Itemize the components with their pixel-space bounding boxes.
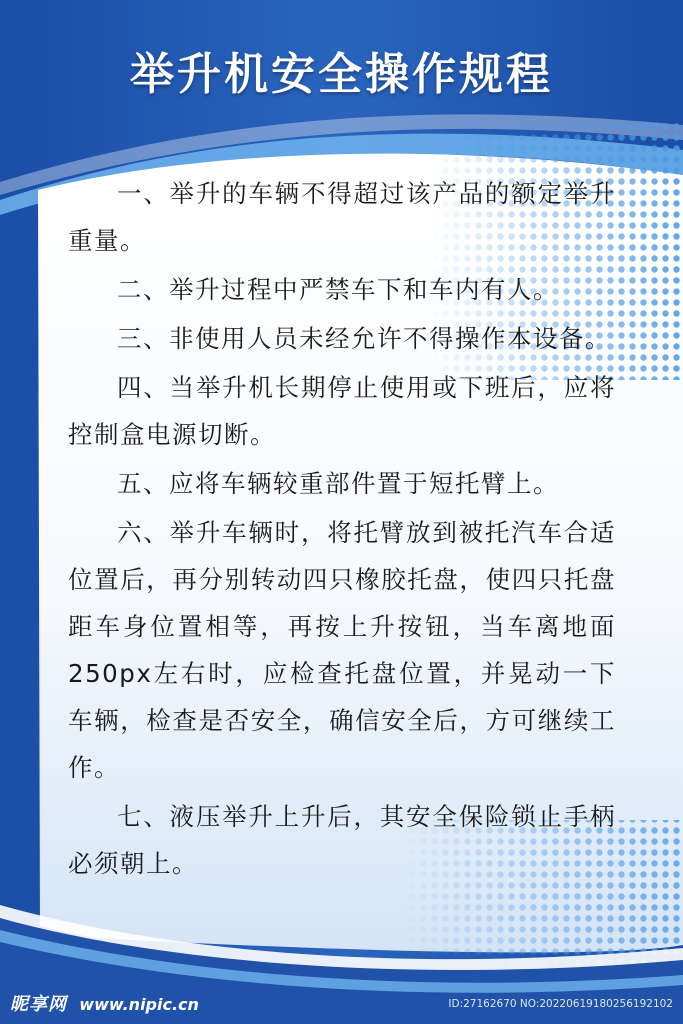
rule-paragraph-6: 六、举升车辆时，将托臂放到被托汽车合适位置后，再分别转动四只橡胶托盘，使四只托盘距车身位置相等，再按上升按钮，当车离地面250px左右时，应检查托盘位置，并晃动一下车辆，检查是否安全，确信安全后，方可继续工作。 — [68, 518, 616, 782]
rule-paragraph-7: 七、液压举升上升后，其安全保险锁止手柄必须朝上。 — [68, 802, 616, 878]
rules-body — [68, 170, 616, 889]
rule-paragraph-4: 四、当举升机长期停止使用或下班后，应将控制盒电源切断。 — [68, 373, 616, 449]
watermark-logo — [10, 990, 199, 1020]
rule-paragraph-2: 二、举升过程中严禁车下和车内有人。 — [117, 275, 559, 304]
watermark-brand: 昵享网 — [10, 994, 67, 1015]
watermark-site: www.nipic.cn — [79, 995, 199, 1014]
rule-paragraph-5: 五、应将车辆较重部件置于短托臂上。 — [117, 469, 559, 498]
rule-paragraph-3: 三、非使用人员未经允许不得操作本设备。 — [117, 324, 611, 353]
page-title: 举升机安全操作规程 — [130, 49, 553, 100]
rule-paragraph-1: 一、举升的车辆不得超过该产品的额定举升重量。 — [68, 179, 616, 255]
watermark-id: ID:27162670 NO:20220619180256192102 — [448, 998, 673, 1010]
